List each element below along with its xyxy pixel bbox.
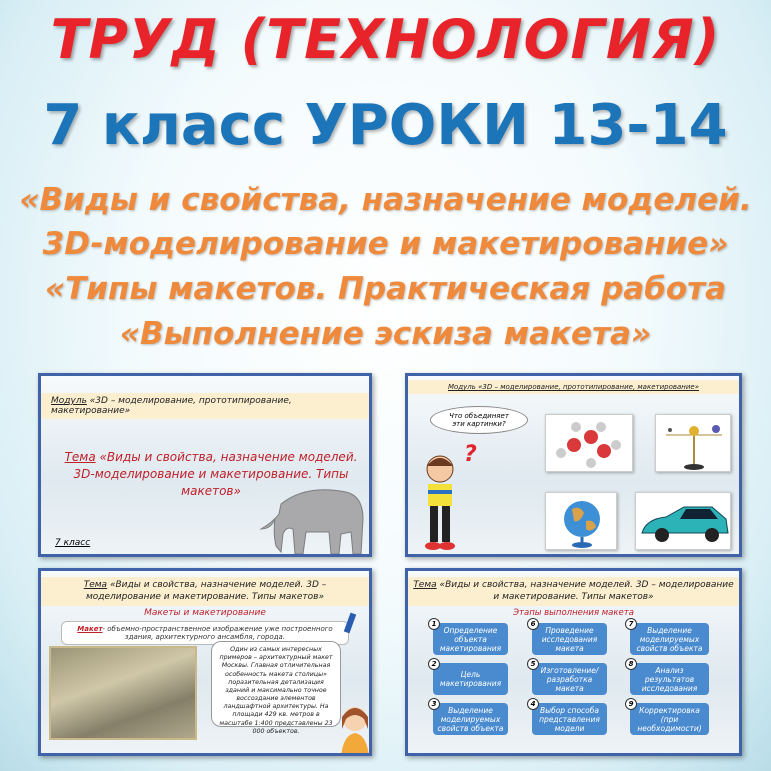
molecule-image [545, 414, 633, 472]
slide-preview-question [405, 373, 742, 557]
step-text: Выделение моделируемых свойств объекта [636, 625, 703, 653]
step-text: Выделение моделируемых свойств объекта [437, 705, 504, 733]
orrery-image [655, 414, 731, 472]
module-band [41, 393, 369, 419]
step-number: 8 [625, 658, 637, 670]
step-6 [530, 619, 607, 655]
definition-term: Макет [77, 625, 103, 634]
step-1 [431, 619, 508, 655]
car-image [635, 492, 731, 550]
step-number: 2 [428, 658, 440, 670]
step-4 [530, 699, 607, 735]
module-band: Модуль «3D – моделирование, прототипирование, макетирование» [408, 380, 739, 394]
subtitle-line-3: «Типы макетов. Практическая работа [44, 271, 727, 307]
topic-text: «Виды и свойства, назначение моделей. 3D-моделирование и макетирование. Типы макетов» [73, 450, 358, 498]
title-line-1: ТРУД (ТЕХНОЛОГИЯ) [50, 8, 721, 71]
subtitle-line-4: «Выполнение эскиза макета» [119, 316, 652, 352]
topic-label: Тема [64, 450, 96, 464]
slide-preview-title [38, 373, 372, 557]
topic-text: «Виды и свойства, назначение моделей. 3D – моделирование и макетирование. Типы макетов» [85, 580, 327, 602]
step-5 [530, 659, 607, 695]
slide-preview-models [38, 568, 372, 756]
boy-illustration [420, 454, 460, 554]
elephant-image [251, 484, 371, 556]
thought-bubble: Что объединяет эти картинки? [430, 406, 528, 434]
step-number: 9 [625, 698, 637, 710]
step-number: 1 [428, 618, 440, 630]
subtitle-line-1: «Виды и свойства, назначение моделей. [19, 182, 752, 218]
step-8 [628, 659, 709, 695]
step-number: 7 [625, 618, 637, 630]
step-number: 5 [527, 658, 539, 670]
step-7 [628, 619, 709, 655]
module-text: «3D – моделирование, прототипирование, макетирование» [51, 396, 292, 416]
step-9 [628, 699, 709, 735]
step-2 [431, 659, 508, 695]
step-text: Проведение исследования макета [541, 625, 598, 653]
step-text: Выбор способа представления модели [539, 705, 600, 733]
teacher-illustration [337, 701, 372, 756]
title-line-2: 7 класс УРОКИ 13-14 [43, 93, 728, 158]
step-text: Корректировка (при необходимости) [637, 705, 702, 733]
step-number: 6 [527, 618, 539, 630]
step-number: 4 [527, 698, 539, 710]
subtitle-line-2: 3D-моделирование и макетирование» [42, 226, 729, 262]
step-number: 3 [428, 698, 440, 710]
topic-band [408, 577, 739, 606]
definition-text: - объемно-пространственное изображение уже построенного здания, архитектурного ансамбля, города. [102, 625, 333, 642]
module-label: Модуль [51, 396, 87, 406]
step-text: Цель макетирования [439, 670, 502, 688]
slide-heading: Макеты и макетирование [144, 608, 266, 619]
fact-callout: Один из самых интересных примеров – архитектурный макет Москвы. Главная отличительная особенность макета столицы» поразительная детализация зданий и максимально точное воссоздание элементов ландшафтной архитектуры. На площади 429 кв. метров в масштабе 1:400 представлены 23 000 объектов. [211, 641, 341, 727]
slide-preview-stages [405, 568, 742, 756]
topic-band [41, 577, 369, 606]
question-mark: ? [464, 442, 477, 467]
moscow-model-photo [49, 646, 197, 740]
topic-label: Тема [413, 580, 437, 590]
step-3 [431, 699, 508, 735]
topic-text: «Виды и свойства, назначение моделей. 3D – моделирование и макетирование. Типы макетов» [436, 580, 734, 602]
step-text: Изготовление/ разработка макета [540, 665, 599, 693]
globe-image [545, 492, 617, 550]
grade-label: 7 класс [55, 538, 91, 548]
slide-heading: Этапы выполнения макета [513, 608, 634, 619]
topic-label: Тема [83, 580, 108, 590]
step-text: Анализ результатов исследования [641, 665, 698, 693]
step-text: Определение объекта макетирования [439, 625, 502, 653]
